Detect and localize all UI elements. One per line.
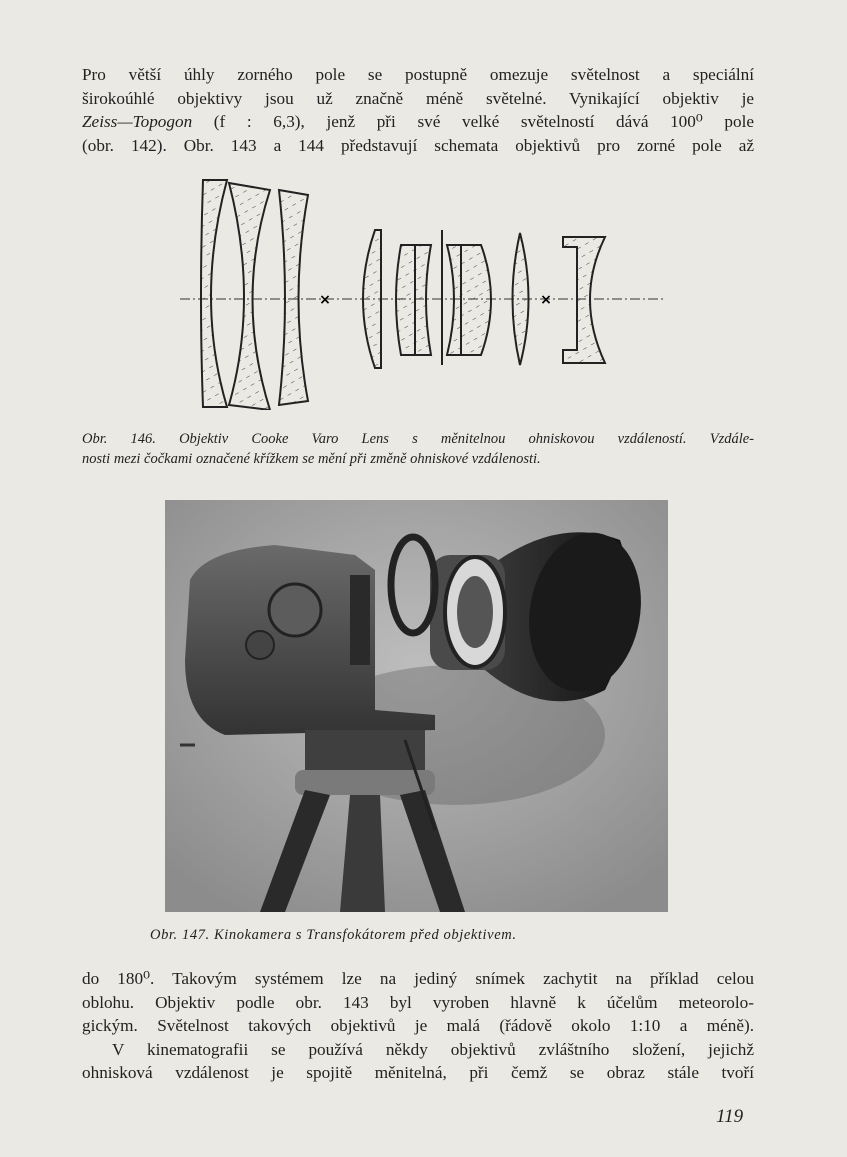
lens-schematic-svg bbox=[165, 175, 675, 410]
page-number: 119 bbox=[716, 1106, 744, 1127]
paragraph-top bbox=[82, 63, 754, 157]
caption-line: nosti mezi čočkami označené křížkem se mění při změně ohniskové vzdálenosti. bbox=[82, 451, 541, 467]
text-line: (obr. 142). Obr. 143 a 144 představují schemata objektivů pro zorné pole až bbox=[82, 135, 754, 155]
figure-147-caption: Obr. 147. Kinokamera s Transfokátorem před objektivem. bbox=[150, 927, 517, 943]
lens-element bbox=[363, 230, 381, 368]
camera-photo-svg bbox=[165, 500, 668, 912]
lens-element bbox=[279, 190, 308, 405]
paragraph-bottom bbox=[82, 967, 754, 1085]
text-line: do 180⁰. Takovým systémem lze na jediný snímek zachytit na příklad celou bbox=[82, 969, 754, 988]
lens-element bbox=[461, 245, 491, 355]
lens-name-zeiss-topogon: Zeiss—Topogon bbox=[82, 112, 193, 131]
lens-element bbox=[229, 183, 270, 410]
lens-element bbox=[396, 245, 415, 355]
lens-schematic-diagram bbox=[165, 175, 675, 410]
text-line: ohnisková vzdálenost je spojitě měnitelná, při čemž se obraz stále tvoří bbox=[82, 1063, 754, 1082]
distance-marker-2: × bbox=[540, 292, 552, 308]
lens-element bbox=[447, 245, 461, 355]
lens-element bbox=[415, 245, 431, 355]
caption-line: Obr. 146. Objektiv Cooke Varo Lens s měnitelnou ohniskovou vzdáleností. Vzdále- bbox=[82, 431, 754, 447]
camera-photo bbox=[165, 500, 668, 912]
text-line-rest: (f : 6,3), jenž při své velké světelností dává 100⁰ pole bbox=[192, 112, 754, 131]
figure-146-caption bbox=[82, 429, 754, 469]
text-line: Pro větší úhly zorného pole se postupně omezuje světelnost a speciální bbox=[82, 65, 754, 84]
text-line: V kinematografii se používá někdy objektivů zvláštního složení, jejichž bbox=[112, 1039, 754, 1059]
text-line: oblohu. Objektiv podle obr. 143 byl vyroben hlavně k účelům meteorolo- bbox=[82, 992, 754, 1012]
text-line: gickým. Světelnost takových objektivů je malá (řádově okolo 1:10 a méně). bbox=[82, 1016, 754, 1035]
distance-marker-1: × bbox=[319, 292, 331, 308]
lens-element bbox=[563, 237, 605, 363]
lens-element bbox=[513, 233, 529, 365]
text-line bbox=[82, 110, 754, 134]
lens-element bbox=[201, 180, 227, 407]
text-line: širokoúhlé objektivy jsou už značně méně světelné. Vynikající objektiv je bbox=[82, 88, 754, 108]
